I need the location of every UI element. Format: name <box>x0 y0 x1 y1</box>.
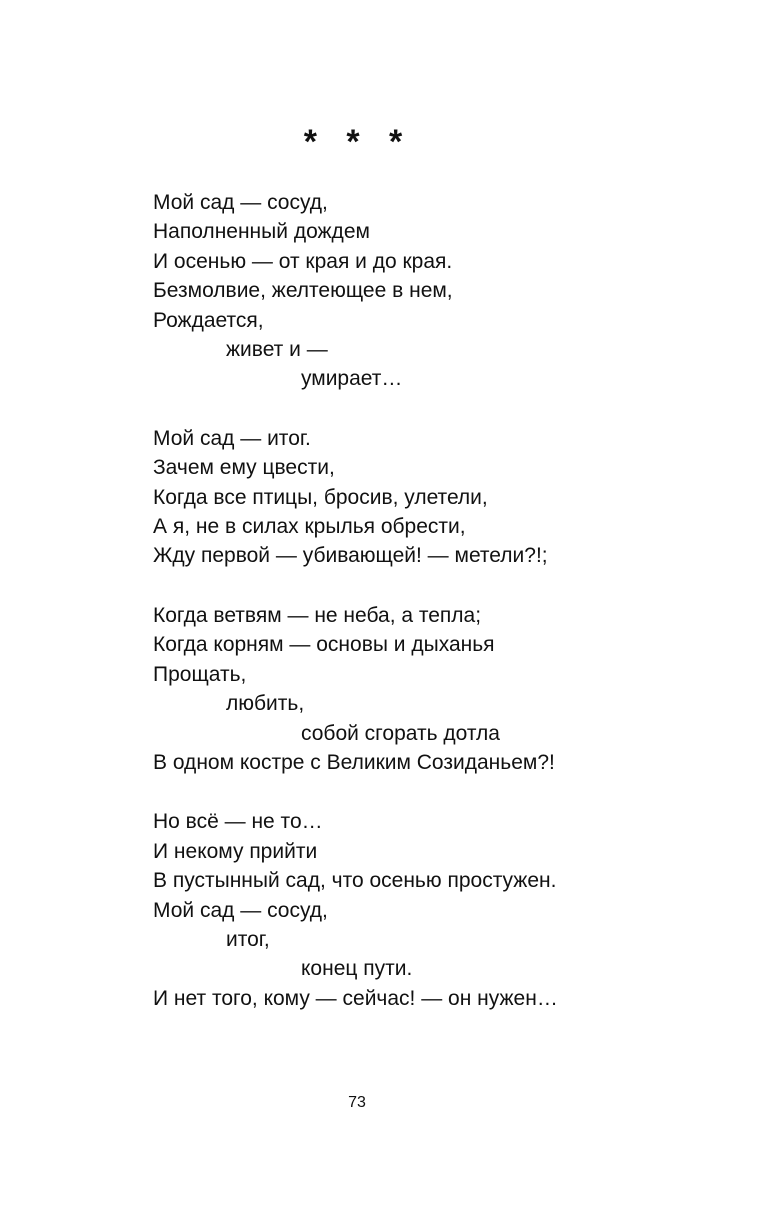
poem-line: Зачем ему цвести, <box>153 456 335 480</box>
stanza <box>153 807 713 1013</box>
page-number: 73 <box>348 1094 366 1111</box>
poem-line: И нет того, кому — сейчас! — он нужен… <box>153 986 558 1010</box>
poem-line: живет и — <box>226 338 328 362</box>
poem-line: Мой сад — сосуд, <box>153 191 328 214</box>
stanza <box>153 601 713 777</box>
stanza <box>153 424 713 571</box>
poem-line: собой сгорать дотла <box>301 721 500 745</box>
poem-line: В пустынный сад, что осенью простужен. <box>153 869 557 893</box>
poem-line: Но всё — не то… <box>153 810 323 834</box>
poem-line: Безмолвие, желтеющее в нем, <box>153 279 453 303</box>
poem-line: итог, <box>226 927 270 951</box>
poem-line: Прощать, <box>153 662 247 686</box>
poem-line: Мой сад — сосуд, <box>153 898 328 922</box>
poem-line: И некому прийти <box>153 839 318 863</box>
poem-line: Жду первой — убивающей! — метели?!; <box>153 544 548 568</box>
stanza <box>153 188 713 394</box>
poem-line: В одном костре с Великим Созиданьем?! <box>153 750 555 774</box>
poem-line: А я, не в силах крылья обрести, <box>153 515 466 539</box>
poem-line: И осенью — от края и до края. <box>153 249 453 273</box>
poem-line: Рождается, <box>153 308 264 332</box>
poem-line: любить, <box>226 692 305 716</box>
poem-body <box>153 188 713 1043</box>
poem-line: умирает… <box>301 367 403 391</box>
section-separator: * * * <box>303 123 413 161</box>
poem-line: Когда ветвям — не неба, а тепла; <box>153 603 482 627</box>
poem-line: Мой сад — итог. <box>153 426 311 450</box>
poem-line: Наполненный дождем <box>153 220 370 244</box>
poem-line: Когда все птицы, бросив, улетели, <box>153 485 488 509</box>
poem-line: конец пути. <box>301 957 413 981</box>
poem-line: Когда корням — основы и дыханья <box>153 633 495 657</box>
